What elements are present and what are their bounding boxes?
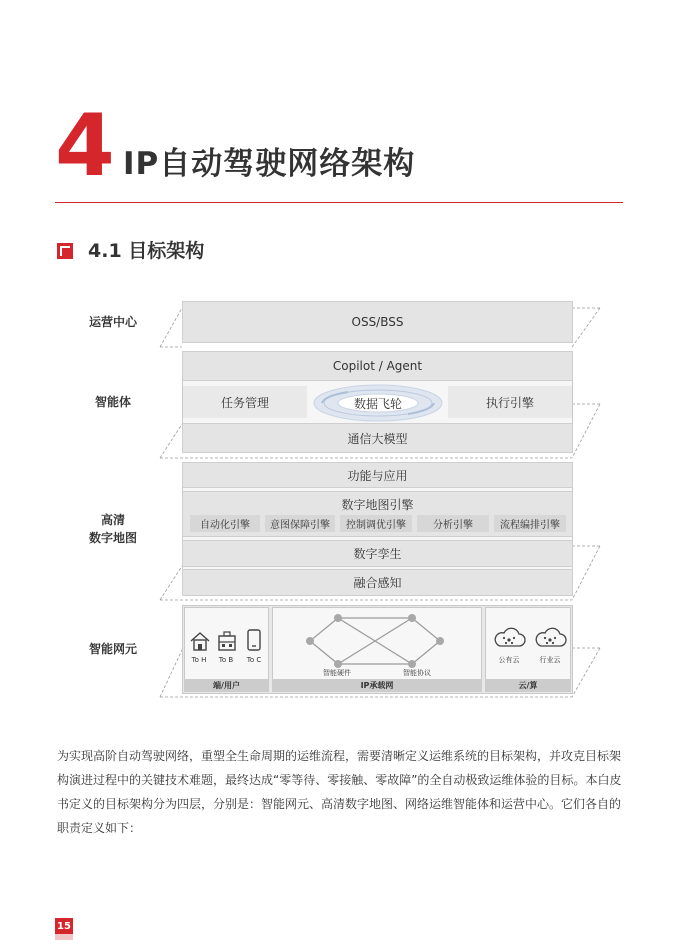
layer-label-map-line2: 数字地图 <box>88 531 137 545</box>
to-h-label: To H <box>191 656 207 664</box>
chapter-title: IP自动驾驶网络架构 <box>123 146 416 182</box>
body-paragraph-text: 为实现高阶自动驾驶网络，重塑全生命周期的运维流程，需要清晰定义运维系统的目标架构，并攻克目标架构演进过程中的关键技术难题，最终达成“零等待、零接触、零故障”的全自动极致运维体验的目标。本白皮书定义的目标架构分为四层，分别是：智能网元、高清数字地图、网络运维智能体和运营中心。它们各自的职责定义如下： <box>57 749 622 835</box>
page-number-accent <box>55 934 73 940</box>
engine-automation: 自动化引擎 <box>190 515 260 532</box>
fusion-sensing-bar: 融合感知 <box>182 569 573 596</box>
industry-cloud-icon <box>533 626 567 650</box>
smart-protocol-label: 智能协议 <box>403 669 431 677</box>
digital-twin-bar: 数字孪生 <box>182 540 573 567</box>
engine-analysis: 分析引擎 <box>417 515 489 532</box>
layer-label-agent: 智能体 <box>94 395 131 409</box>
engine-control-tuning: 控制调优引擎 <box>340 515 412 532</box>
industry-cloud-label: 行业云 <box>539 656 561 664</box>
to-b-label: To B <box>218 656 234 664</box>
function-app-bar: 功能与应用 <box>182 462 573 488</box>
smart-hardware-label: 智能硬件 <box>323 669 351 677</box>
layer-label-network: 智能网元 <box>88 642 137 656</box>
public-cloud-label: 公有云 <box>498 656 520 664</box>
copilot-agent-bar: Copilot / Agent <box>182 351 573 381</box>
ip-bearer-footer: IP承载网 <box>272 679 482 692</box>
section-title: 4.1 目标架构 <box>88 240 205 262</box>
endpoint-footer: 端/用户 <box>184 679 269 692</box>
phone-icon <box>244 628 264 652</box>
data-flywheel-label: 数据飞轮 <box>353 397 402 411</box>
engine-process-orchestration: 流程编排引擎 <box>494 515 566 532</box>
chapter-number: 4 <box>55 96 115 196</box>
public-cloud-icon <box>492 626 526 650</box>
home-icon <box>189 630 211 652</box>
layer-label-map-line1: 高清 <box>100 513 125 527</box>
cloud-footer: 云/算 <box>485 679 571 692</box>
title-divider <box>55 202 623 203</box>
engine-intent-assurance: 意图保障引擎 <box>265 515 335 532</box>
enterprise-icon <box>216 630 238 652</box>
body-paragraph <box>57 744 629 840</box>
oss-bss-bar: OSS/BSS <box>182 301 573 343</box>
comm-llm-bar: 通信大模型 <box>182 423 573 453</box>
task-management-box: 任务管理 <box>183 386 307 418</box>
page-number: 15 <box>55 918 73 934</box>
layer-label-operations: 运营中心 <box>88 315 137 329</box>
section-square-icon <box>57 243 73 259</box>
execution-engine-box: 执行引擎 <box>448 386 572 418</box>
to-c-label: To C <box>246 656 262 664</box>
digital-map-engine-label: 数字地图引擎 <box>341 498 414 512</box>
